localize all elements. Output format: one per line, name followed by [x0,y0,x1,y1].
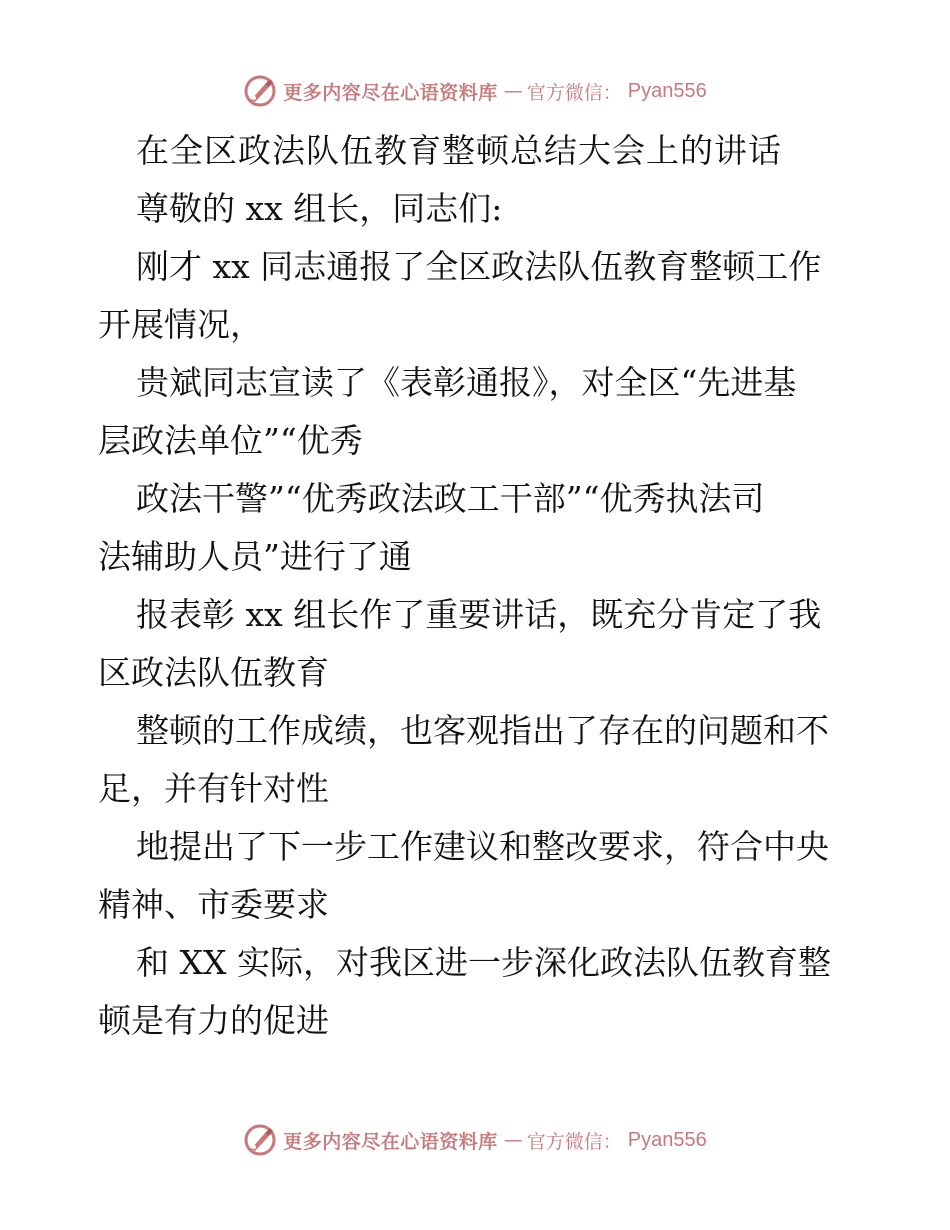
paragraph-line: 政法干警”“优秀政法政工干部”“优秀执法司 [136,479,765,518]
document-title: 在全区政法队伍教育整顿总结大会上的讲话 [136,131,782,170]
pen-logo-icon [243,74,277,108]
watermark-separator: — [503,80,521,102]
document-body [98,122,858,1050]
paragraph-line: 贵斌同志宣读了《表彰通报》，对全区“先进基 [136,363,797,402]
salutation: 尊敬的 xx 组长，同志们: [136,189,503,228]
paragraph-line: 报表彰 xx 组长作了重要讲话，既充分肯定了我 [136,595,822,634]
paragraph-line: 法辅助人员”进行了通 [98,537,412,576]
paragraph-line: 层政法单位”“优秀 [98,421,363,460]
watermark-wechat-label: 官方微信： [526,81,622,104]
paragraph-line: 精神、市委要求 [98,885,329,924]
paragraph-line: 整顿的工作成绩，也客观指出了存在的问题和不 [136,711,829,750]
paragraph-line: 和 XX 实际，对我区进一步深化政法队伍教育整 [136,943,831,982]
paragraph-line: 顿是有力的促进 [98,1001,329,1040]
paragraph-line: 足，并有针对性 [98,769,329,808]
paragraph-line: 刚才 xx 同志通报了全区政法队伍教育整顿工作 [136,247,822,286]
watermark-footer [0,1118,950,1162]
paragraph-line: 开展情况， [98,305,263,344]
watermark-main-text: 更多内容尽在心语资料库 [283,1130,498,1153]
watermark-header [0,69,950,113]
pen-logo-icon [243,1123,277,1157]
paragraph-line: 地提出了下一步工作建议和整改要求，符合中央 [136,827,829,866]
watermark-wechat-label: 官方微信： [526,1130,622,1153]
watermark-separator: — [503,1129,521,1151]
paragraph-line: 区政法队伍教育 [98,653,329,692]
watermark-main-text: 更多内容尽在心语资料库 [283,81,498,104]
watermark-wechat-id: Pyan556 [627,1128,707,1151]
watermark-wechat-id: Pyan556 [627,79,707,102]
